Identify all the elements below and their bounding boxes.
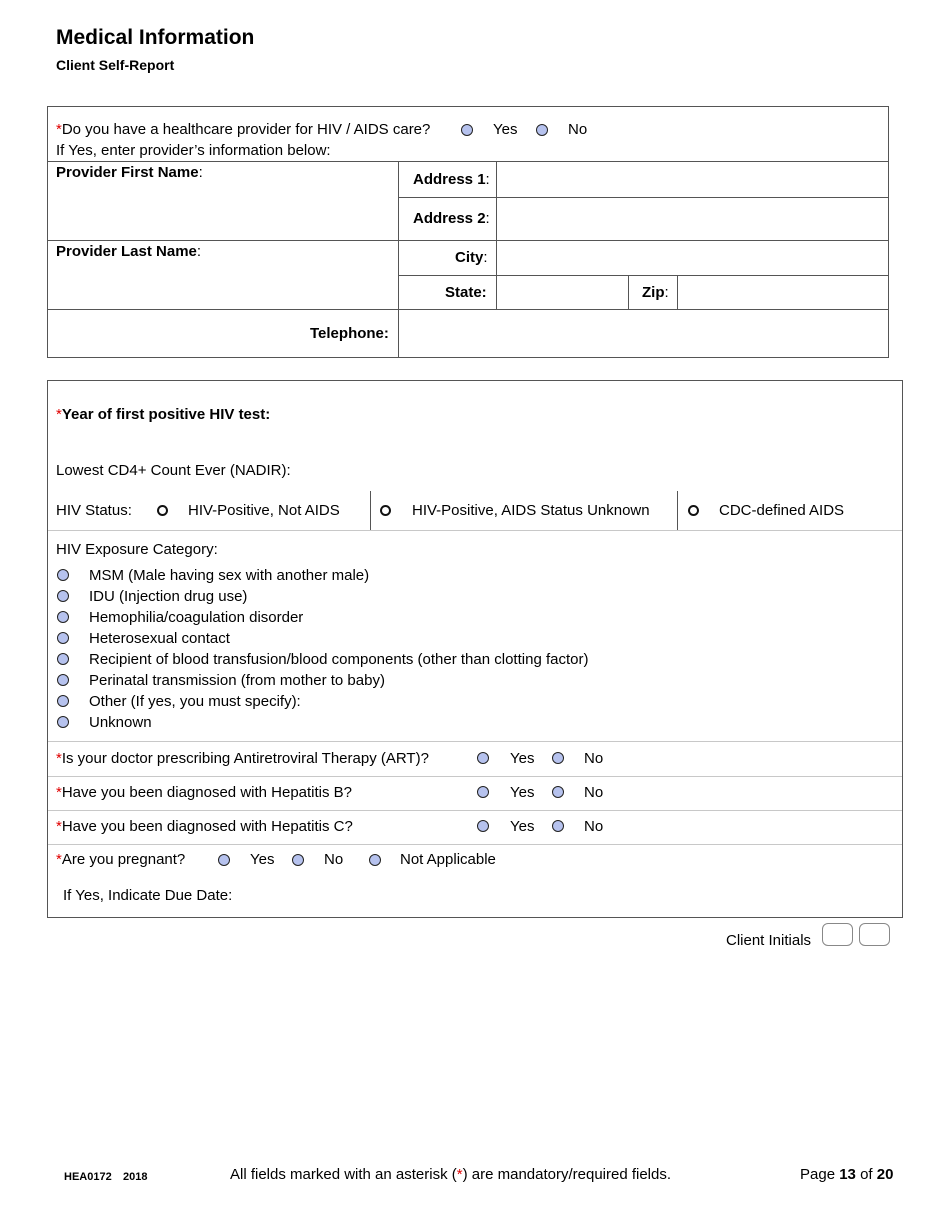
divider (677, 491, 678, 530)
cd4-input[interactable] (295, 456, 595, 484)
provider-last-name-label: Provider Last Name: (56, 243, 202, 260)
provider-first-name-input[interactable] (56, 184, 391, 236)
hepc-yes-radio[interactable] (477, 820, 489, 832)
pregnant-question: *Are you pregnant? (56, 851, 186, 868)
required-asterisk: * (56, 818, 62, 835)
exposure-idu-radio[interactable] (57, 590, 69, 602)
page-number: Page 13 of 20 (800, 1166, 894, 1183)
hepc-no-label: No (584, 818, 604, 835)
pregnant-no-radio[interactable] (292, 854, 304, 866)
page-title: Medical Information (56, 26, 255, 49)
client-initials-box-2[interactable] (859, 923, 890, 946)
client-initials-box-1[interactable] (822, 923, 853, 946)
exposure-msm-label: MSM (Male having sex with another male) (89, 567, 370, 584)
zip-label: Zip: (642, 284, 669, 301)
address1-input[interactable] (497, 162, 888, 197)
hepb-yes-radio[interactable] (477, 786, 489, 798)
telephone-input[interactable] (399, 310, 888, 357)
form-year: 2018 (123, 1171, 148, 1183)
required-asterisk: * (56, 406, 62, 423)
hepb-no-radio[interactable] (552, 786, 564, 798)
art-yes-radio[interactable] (477, 752, 489, 764)
hepc-yes-label: Yes (510, 818, 535, 835)
provider-question: *Do you have a healthcare provider for HIV / AIDS care? (56, 121, 431, 138)
exposure-heterosexual-radio[interactable] (57, 632, 69, 644)
provider-no-radio[interactable] (536, 124, 548, 136)
status-cdc-aids-radio[interactable] (688, 505, 699, 516)
hepb-no-label: No (584, 784, 604, 801)
address2-input[interactable] (497, 198, 888, 240)
divider (370, 491, 371, 530)
exposure-hemophilia-radio[interactable] (57, 611, 69, 623)
hepc-no-radio[interactable] (552, 820, 564, 832)
exposure-other-input[interactable] (315, 690, 615, 714)
exposure-transfusion-label: Recipient of blood transfusion/blood components (other than clotting factor) (89, 651, 589, 668)
address1-label: Address 1: (413, 171, 490, 188)
status-aids-unknown-radio[interactable] (380, 505, 391, 516)
city-label: City: (455, 249, 488, 266)
status-not-aids-radio[interactable] (157, 505, 168, 516)
exposure-unknown-label: Unknown (89, 714, 152, 731)
pregnant-na-radio[interactable] (369, 854, 381, 866)
pregnant-yes-radio[interactable] (218, 854, 230, 866)
page-subtitle: Client Self-Report (56, 57, 175, 73)
client-initials-label: Client Initials (726, 932, 812, 949)
art-no-radio[interactable] (552, 752, 564, 764)
telephone-label: Telephone: (310, 325, 389, 342)
state-input[interactable] (497, 276, 627, 309)
due-date-label: If Yes, Indicate Due Date: (63, 887, 233, 904)
hepb-question: *Have you been diagnosed with Hepatitis B? (56, 784, 353, 801)
year-first-positive-label: *Year of first positive HIV test: (56, 406, 271, 423)
hepc-question: *Have you been diagnosed with Hepatitis C? (56, 818, 353, 835)
divider (48, 530, 902, 531)
status-cdc-aids-label: CDC-defined AIDS (719, 502, 845, 519)
required-asterisk: * (56, 750, 62, 767)
divider (48, 741, 902, 742)
exposure-other-radio[interactable] (57, 695, 69, 707)
hepb-yes-label: Yes (510, 784, 535, 801)
pregnant-no-label: No (324, 851, 344, 868)
required-asterisk: * (56, 851, 62, 868)
year-first-positive-input[interactable] (275, 400, 575, 428)
provider-no-label: No (568, 121, 588, 138)
divider (48, 810, 902, 811)
cd4-label: Lowest CD4+ Count Ever (NADIR): (56, 462, 291, 479)
divider (48, 844, 902, 845)
status-not-aids-label: HIV-Positive, Not AIDS (188, 502, 340, 519)
provider-last-name-input[interactable] (56, 263, 391, 305)
exposure-label: HIV Exposure Category: (56, 541, 218, 558)
divider (628, 275, 629, 309)
exposure-msm-radio[interactable] (57, 569, 69, 581)
art-yes-label: Yes (510, 750, 535, 767)
exposure-other-label: Other (If yes, you must specify): (89, 693, 301, 710)
required-asterisk: * (56, 121, 62, 138)
art-question: *Is your doctor prescribing Antiretroviral Therapy (ART)? (56, 750, 429, 767)
provider-note: If Yes, enter provider’s information below: (56, 142, 331, 159)
provider-yes-radio[interactable] (461, 124, 473, 136)
exposure-hemophilia-label: Hemophilia/coagulation disorder (89, 609, 304, 626)
status-aids-unknown-label: HIV-Positive, AIDS Status Unknown (412, 502, 650, 519)
exposure-perinatal-radio[interactable] (57, 674, 69, 686)
exposure-transfusion-radio[interactable] (57, 653, 69, 665)
divider (48, 776, 902, 777)
state-label: State: (445, 284, 487, 301)
pregnant-na-label: Not Applicable (400, 851, 496, 868)
art-no-label: No (584, 750, 604, 767)
city-input[interactable] (497, 241, 888, 275)
provider-first-name-label: Provider First Name: (56, 164, 203, 181)
hiv-status-label: HIV Status: (56, 502, 132, 519)
exposure-perinatal-label: Perinatal transmission (from mother to baby) (89, 672, 385, 689)
due-date-input[interactable] (245, 882, 545, 908)
footer-note: All fields marked with an asterisk (*) are mandatory/required fields. (230, 1166, 672, 1183)
address2-label: Address 2: (413, 210, 490, 227)
exposure-unknown-radio[interactable] (57, 716, 69, 728)
provider-yes-label: Yes (493, 121, 518, 138)
required-asterisk: * (56, 784, 62, 801)
exposure-idu-label: IDU (Injection drug use) (89, 588, 248, 605)
zip-input[interactable] (678, 276, 888, 309)
form-code: HEA0172 (64, 1171, 112, 1183)
pregnant-yes-label: Yes (250, 851, 275, 868)
exposure-heterosexual-label: Heterosexual contact (89, 630, 230, 647)
